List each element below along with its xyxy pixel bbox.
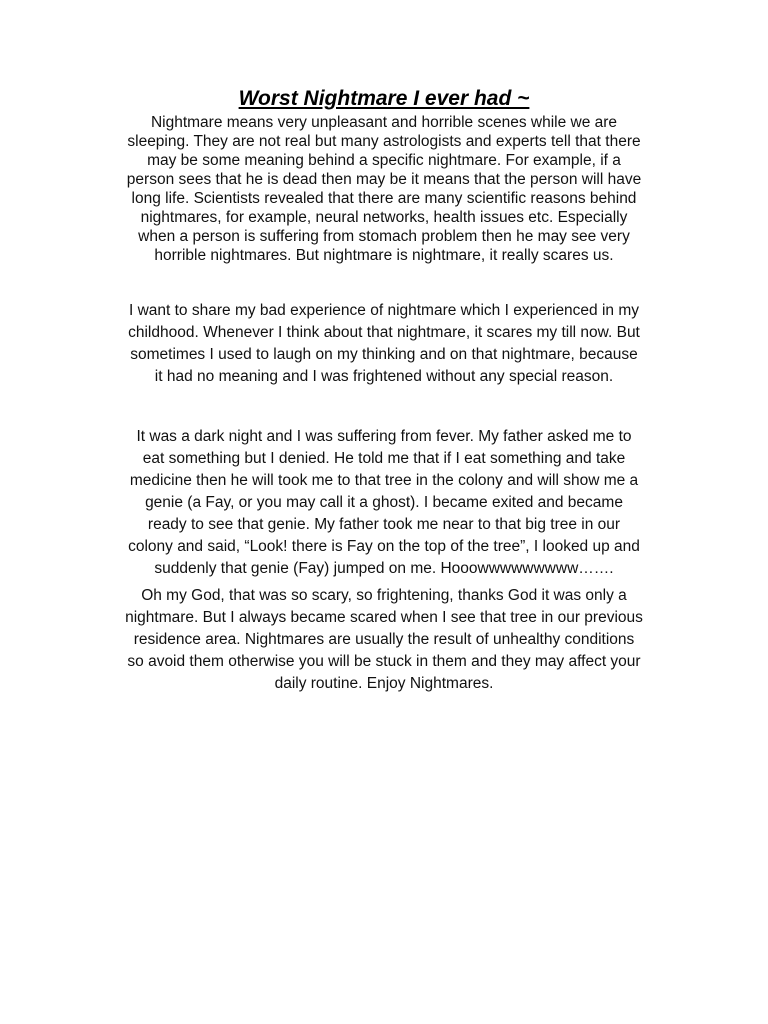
paragraph-story: It was a dark night and I was suffering from fever. My father asked me to eat something but I denied. He told me that if I eat something and take medicine then he will took me to that tree in the colony and will show me a genie (a Fay, or you may call it a ghost). I became exited and became ready to see that genie. My father took me near to that big tree in our colony and said, “Look! there is Fay on the top of the tree”, I looked up and suddenly that genie (Fay) jumped on me. Hooowwwwwwwww…….	[128, 428, 640, 577]
paragraph-intro: Nightmare means very unpleasant and horrible scenes while we are sleeping. They are not real but many astrologists and experts tell that there may be some meaning behind a specific nightmare. For example, if a person sees that he is dead then may be it means that the person will have long life. Scientists revealed that there are many scientific reasons behind nightmares, for example, neural networks, health issues etc. Especially when a person is suffering from stomach problem then he may see very horrible nightmares. But nightmare is nightmare, it really scares us.	[126, 114, 642, 264]
paragraph-childhood: I want to share my bad experience of nightmare which I experienced in my childhood. Whenever I think about that nightmare, it scares my till now. But sometimes I used to laugh on my thinking and on that nightmare, because it had no meaning and I was frightened without any special reason.	[128, 302, 640, 385]
paragraph-conclusion: Oh my God, that was so scary, so frightening, thanks God it was only a nightmare. But I always became scared when I see that tree in our previous residence area. Nightmares are usually the result of unhealthy conditions so avoid them otherwise you will be stuck in them and they may affect your daily routine. Enjoy Nightmares.	[125, 587, 643, 692]
document-title: Worst Nightmare I ever had ~	[238, 87, 530, 110]
